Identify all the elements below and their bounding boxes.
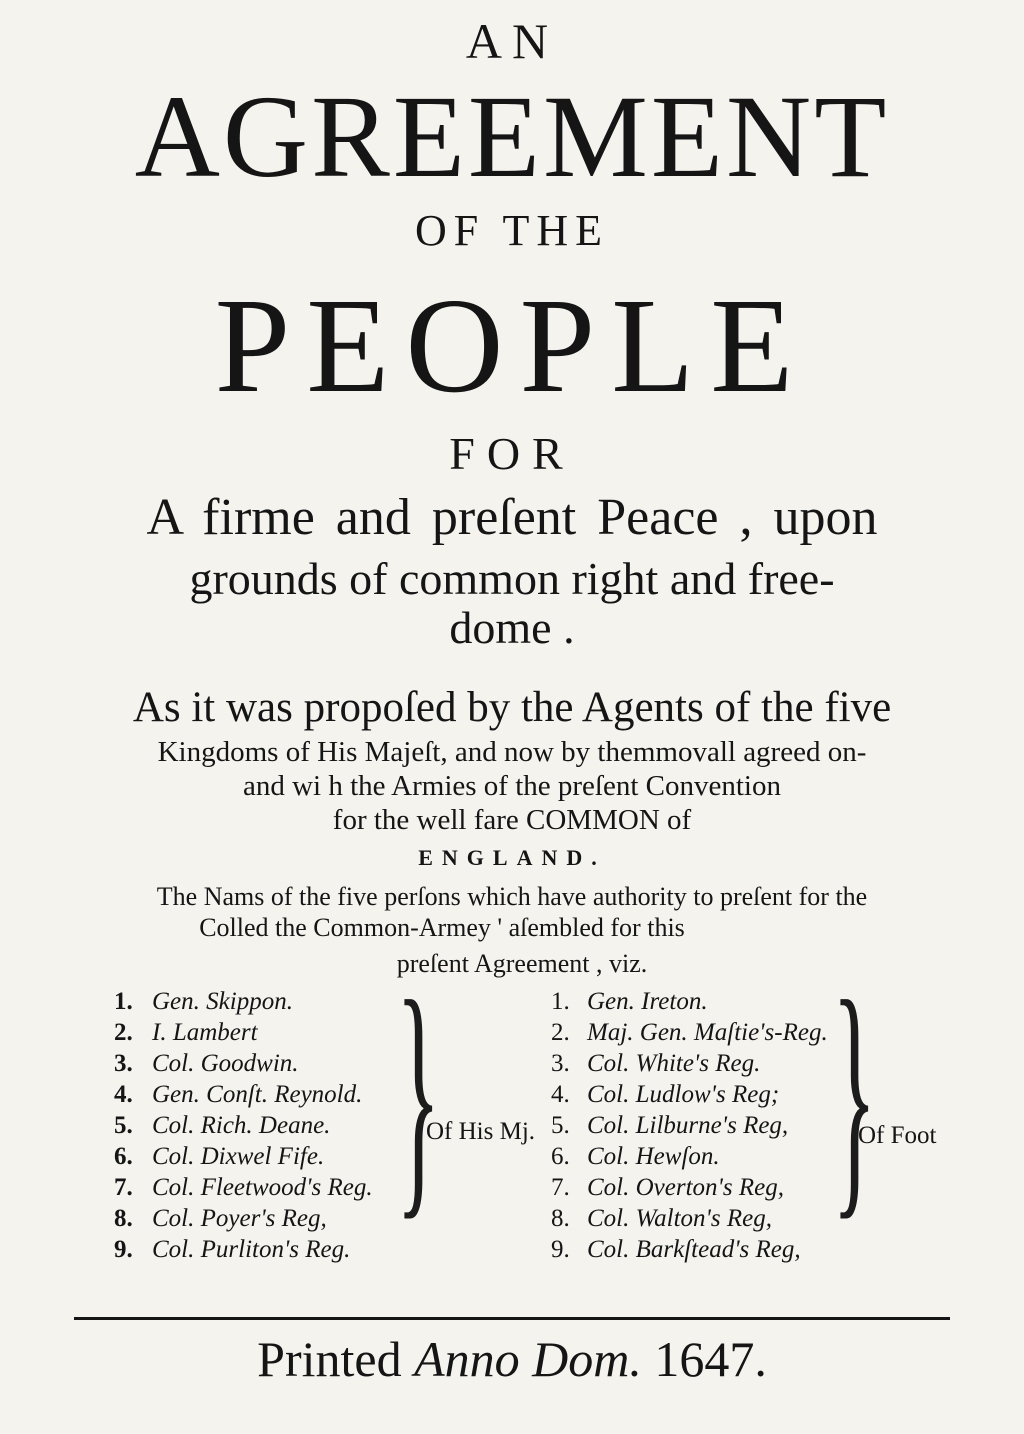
item-name: Col. Dixwel Fife. [152,1143,325,1170]
list-item [114,1110,373,1141]
imprint-year: 1647. [654,1331,767,1387]
divider-rule [74,1317,950,1320]
item-name: Col. Rich. Deane. [152,1112,331,1139]
right-group-label: Of Foot [858,1122,937,1149]
left-group-label: Of His Mj. [426,1118,536,1145]
list-item [551,1141,828,1172]
right-regiment-list [551,986,828,1265]
subtitle-line-2: grounds of common right and free- [189,553,835,604]
subtitle-line-1: A firme and preſent Peace , upon [146,489,878,546]
proposed-line-1: As it was propoſed by the Agents of the five [132,684,892,731]
item-number: 3. [551,1050,570,1077]
item-number: 7. [551,1174,570,1201]
title-for: FOR [449,428,575,479]
names-intro-line-3: preſent Agreement , viz. [396,949,648,978]
list-item [551,1048,828,1079]
item-name: Col. Ludlow's Reg; [587,1081,780,1108]
list-item [114,1172,373,1203]
list-item [114,986,373,1017]
proposed-line-5: ENGLAND. [418,845,606,870]
item-name: Col. White's Reg. [587,1050,761,1077]
item-number: 1. [551,988,570,1015]
item-name: Col. Hewſon. [587,1143,720,1170]
item-name: Col. Barkſtead's Reg, [587,1236,801,1263]
list-item [114,1141,373,1172]
item-number: 6. [114,1143,133,1170]
title-of-the: OF THE [415,206,609,255]
list-item [114,1234,373,1265]
item-name: Col. Walton's Reg, [587,1205,772,1232]
list-item [551,1234,828,1265]
names-intro-line-2: Colled the Common-Armey ' aſembled for this [199,913,685,942]
item-number: 8. [114,1205,133,1232]
list-item [114,1203,373,1234]
item-name: I. Lambert [152,1019,258,1046]
proposed-line-4: for the well fare COMMON of [332,804,692,836]
item-number: 2. [551,1019,570,1046]
list-item [551,1110,828,1141]
item-name: Col. Goodwin. [152,1050,299,1077]
item-number: 5. [114,1112,133,1139]
left-regiment-list [114,986,373,1265]
item-number: 7. [114,1174,133,1201]
item-name: Col. Overton's Reg, [587,1174,784,1201]
item-number: 9. [551,1236,570,1263]
left-brace-icon: } [396,948,441,1241]
item-number: 1. [114,988,133,1015]
item-name: Col. Purliton's Reg. [152,1236,351,1263]
item-name: Col. Poyer's Reg, [152,1205,327,1232]
item-number: 6. [551,1143,570,1170]
right-brace-icon: } [832,948,877,1241]
subtitle-line-3: dome . [449,602,575,653]
item-name: Gen. Skippon. [152,988,293,1015]
item-name: Gen. Conſt. Reynold. [152,1081,363,1108]
item-number: 9. [114,1236,133,1263]
item-number: 8. [551,1205,570,1232]
imprint-anno-dom: Anno Dom. [414,1331,642,1387]
imprint-printed: Printed [257,1331,402,1387]
item-name: Col. Lilburne's Reg, [587,1112,789,1139]
list-item [551,986,828,1017]
title-people: PEOPLE [214,271,810,421]
item-name: Gen. Ireton. [587,988,708,1015]
item-number: 4. [551,1081,570,1108]
list-item [114,1048,373,1079]
imprint-line [0,1330,1024,1388]
proposed-line-2: Kingdoms of His Majeſt, and now by themmovall agreed on- [157,736,867,768]
list-item [114,1079,373,1110]
item-name: Maj. Gen. Maſtie's-Reg. [587,1019,828,1046]
proposed-line-3: and wi h the Armies of the preſent Convention [242,770,781,802]
list-item [551,1079,828,1110]
item-name: Col. Fleetwood's Reg. [152,1174,373,1201]
item-number: 2. [114,1019,133,1046]
item-number: 5. [551,1112,570,1139]
names-intro-line-1: The Nams of the five perſons which have authority to preſent for the [156,882,868,911]
title-agreement: AGREEMENT [134,71,890,202]
item-number: 4. [114,1081,133,1108]
list-item [551,1017,828,1048]
list-item [114,1017,373,1048]
item-number: 3. [114,1050,133,1077]
title-an: AN [465,13,559,69]
list-item [551,1203,828,1234]
list-item [551,1172,828,1203]
